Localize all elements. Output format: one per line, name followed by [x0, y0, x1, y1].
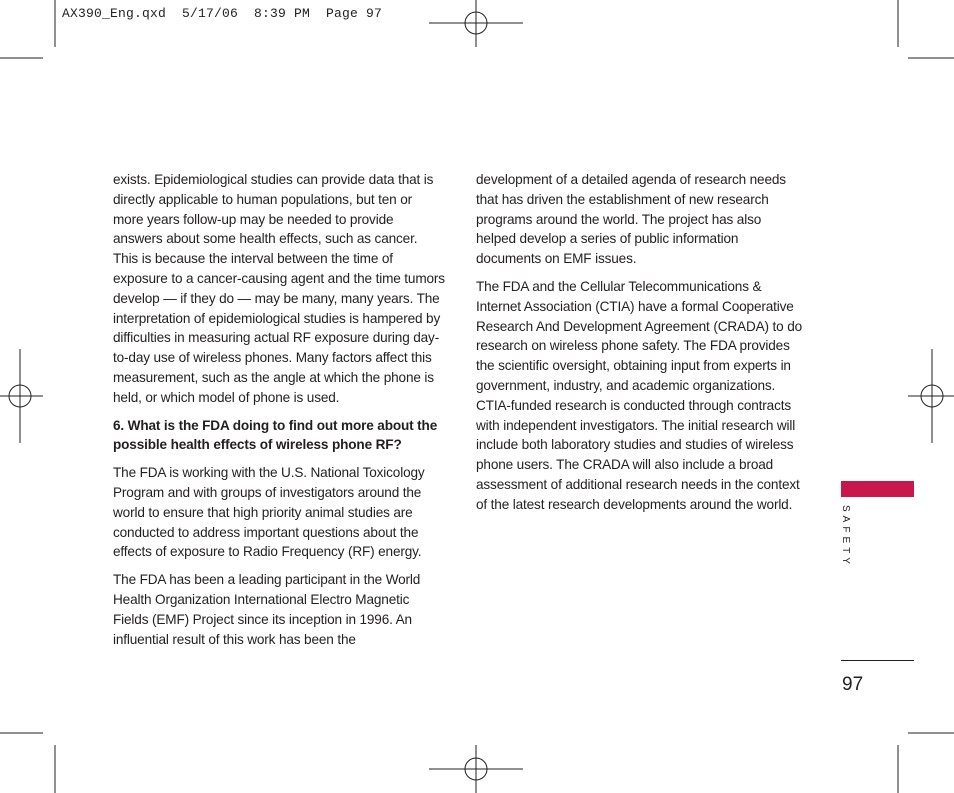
body-paragraph: The FDA and the Cellular Telecommunications & Internet Association (CTIA) have a formal Cooperative Research And Development Agreement (CRADA) to do research on wireless phone safety. The FDA provides the scientific oversight, obtaining input from experts in government, industry, and academic organizations. CTIA-funded research is conducted through contracts with independent investigators. The initial research will include both laboratory studies and studies of wireless phone users. The CRADA will also include a broad assessment of additional research needs in the context of the latest research developments around the world. [476, 278, 803, 512]
right-column [476, 170, 802, 523]
question-heading: 6. What is the FDA doing to find out more about the possible health effects of wireless phone RF? [113, 417, 438, 453]
registration-mark-top [429, 0, 523, 47]
page-number: 97 [842, 674, 864, 695]
print-slug: AX390_Eng.qxd 5/17/06 8:39 PM Page 97 [62, 6, 383, 21]
section-tab [841, 481, 914, 497]
section-label: SAFETY [840, 505, 851, 568]
registration-mark-bottom [429, 745, 523, 793]
left-column [113, 170, 445, 657]
body-paragraph: exists. Epidemiological studies can provide data that is directly applicable to human populations, but ten or more years follow-up may be needed to provide answers about some health effects, such as cancer. This is because the interval between the time of exposure to a cancer-causing agent and the time tumors develop — if they do — may be many, many years. The interpretation of epidemiological studies is hampered by difficulties in measuring actual RF exposure during day-to-day use of wireless phones. Many factors affect this measurement, such as the angle at which the phone is held, or which model of phone is used. [113, 172, 445, 405]
registration-mark-left [0, 349, 43, 443]
registration-mark-right [908, 349, 954, 443]
body-paragraph: The FDA is working with the U.S. National Toxicology Program and with groups of investigators around the world to ensure that high priority animal studies are conducted to address important questions about the effects of exposure to Radio Frequency (RF) energy. [113, 465, 425, 560]
body-paragraph: The FDA has been a leading participant in the World Health Organization International Electro Magnetic Fields (EMF) Project since its inception in 1996. An influential result of this work has been the [113, 572, 421, 647]
page-number-rule [841, 660, 914, 661]
body-paragraph: development of a detailed agenda of research needs that has driven the establishment of new research programs around the world. The project has also helped develop a series of public information documents on EMF issues. [476, 172, 786, 267]
